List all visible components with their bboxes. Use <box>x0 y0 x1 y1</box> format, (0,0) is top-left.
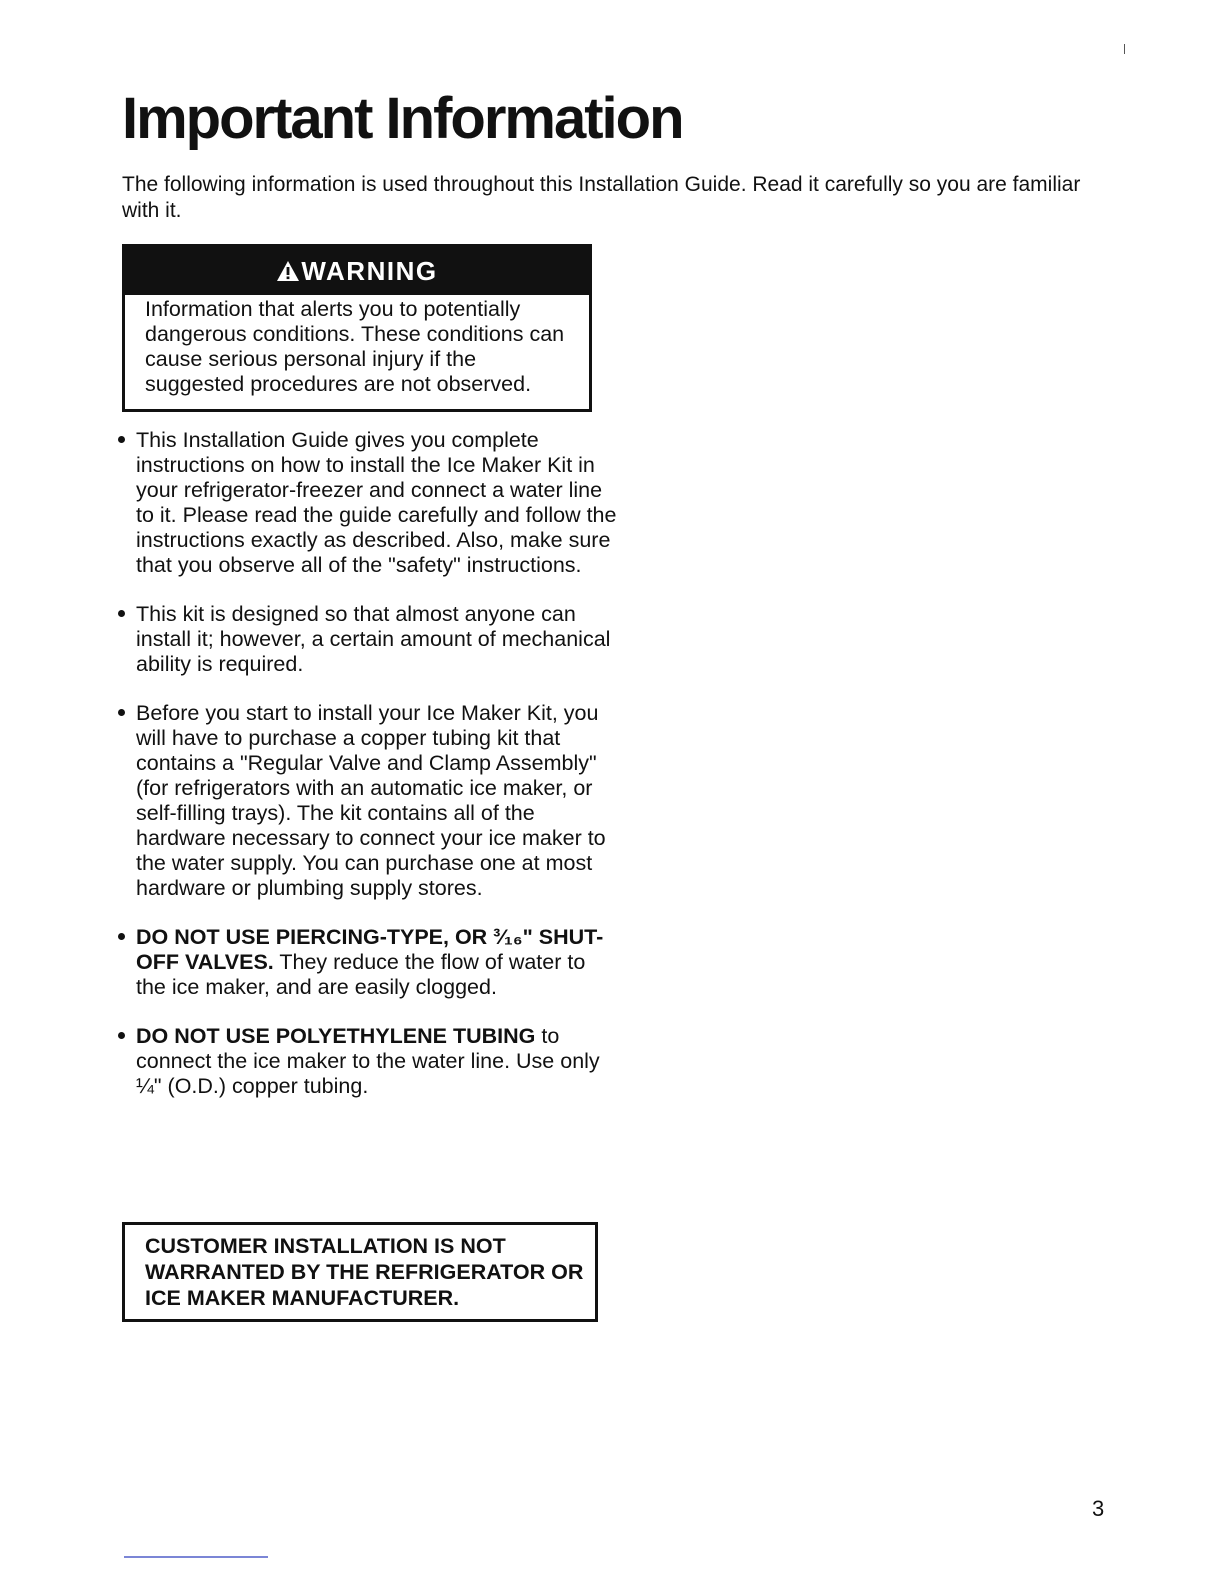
bullet-icon <box>118 709 125 716</box>
bullet-bold-text: DO NOT USE POLYETHYLENE TUBING <box>136 1024 536 1048</box>
list-item <box>118 428 618 578</box>
bullet-text: This kit is designed so that almost anyone can install it; however, a certain amount of mechanical ability is required. <box>136 602 611 676</box>
warning-box <box>122 244 592 412</box>
bullet-icon <box>118 933 125 940</box>
bullet-icon <box>118 436 125 443</box>
list-item <box>118 602 618 677</box>
warning-label: WARNING <box>301 255 438 286</box>
list-item <box>118 925 618 1000</box>
bullet-text: Before you start to install your Ice Maker Kit, you will have to purchase a copper tubing kit that contains a "Regular Valve and Clamp Assembly" (for refrigerators with an automatic ice maker, or self-filling trays). The kit contains all of the hardware necessary to connect your ice maker to the water supply. You can purchase one at most hardware or plumbing supply stores. <box>136 701 606 900</box>
bullet-text: They reduce the flow of water to the ice maker, and are easily clogged. <box>136 950 586 999</box>
warning-triangle-icon <box>276 260 300 282</box>
bullet-bold-text: DO NOT USE PIERCING-TYPE, OR ³⁄₁₆" SHUT-OFF VALVES. <box>136 925 604 974</box>
page-title: Important Information <box>122 86 683 151</box>
warning-text: Information that alerts you to potentially dangerous conditions. These conditions can cause serious personal injury if the suggested procedures are not observed. <box>145 297 565 396</box>
intro-paragraph: The following information is used throughout this Installation Guide. Read it carefully so you are familiar with it. <box>122 173 1081 222</box>
bullet-text: This Installation Guide gives you complete instructions on how to install the Ice Maker Kit in your refrigerator-freezer and connect a water line to it. Please read the guide carefully and follow the instructions exactly as described. Also, make sure that you observe all of the "safety" instructions. <box>136 428 617 577</box>
footer-rule <box>124 1556 268 1558</box>
page-number: 3 <box>1092 1496 1105 1521</box>
list-item <box>118 701 618 901</box>
scan-mark <box>1124 44 1125 54</box>
list-item <box>118 1024 618 1099</box>
warning-header <box>125 247 589 295</box>
bullet-icon <box>118 1032 125 1039</box>
instruction-list <box>118 428 618 1099</box>
bullet-text: to connect the ice maker to the water line. Use only ¼" (O.D.) copper tubing. <box>136 1024 600 1098</box>
bullet-icon <box>118 610 125 617</box>
warranty-notice: CUSTOMER INSTALLATION IS NOT WARRANTED BY THE REFRIGERATOR OR ICE MAKER MANUFACTURER. <box>122 1222 598 1322</box>
